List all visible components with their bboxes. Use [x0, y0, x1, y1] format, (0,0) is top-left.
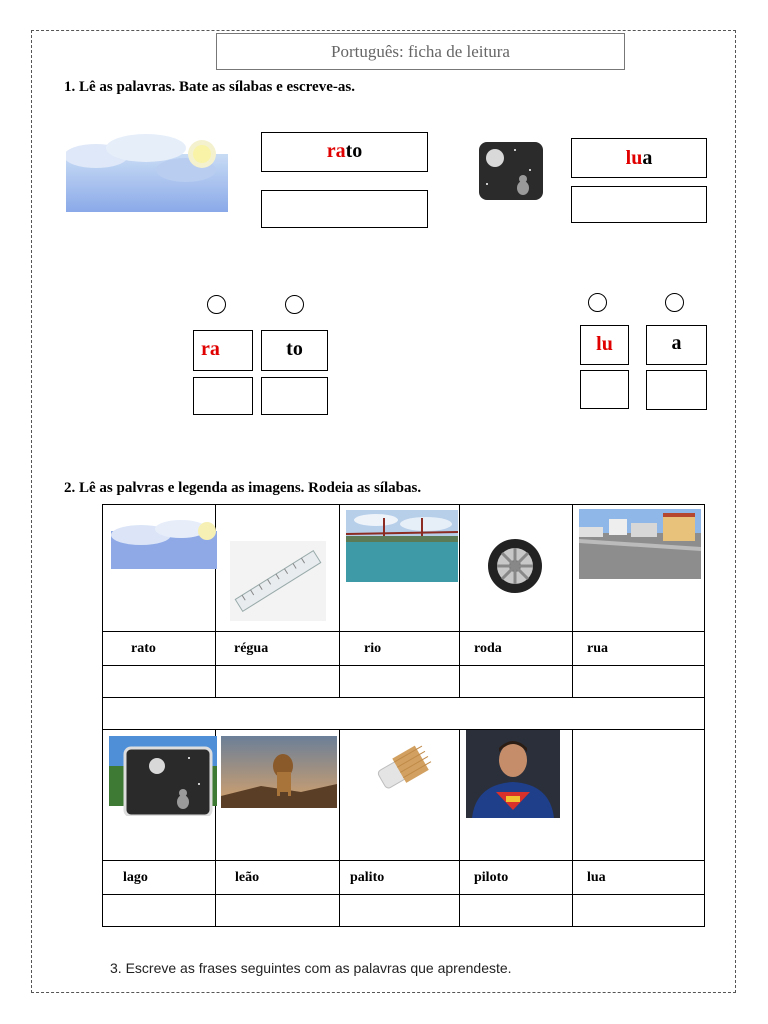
image-cell	[103, 730, 216, 861]
image-row	[103, 505, 705, 632]
night-moon-image	[475, 140, 545, 202]
word-cell: rio	[340, 632, 460, 666]
image-cell	[573, 505, 705, 632]
image-row	[103, 730, 705, 861]
clap-circle[interactable]	[665, 293, 684, 312]
word-cell: palito	[340, 861, 460, 895]
syllable-write-box[interactable]	[193, 377, 253, 415]
clap-circle[interactable]	[285, 295, 304, 314]
gap-cell	[103, 698, 705, 730]
ruler-image	[230, 541, 326, 621]
syllable-text: to	[286, 338, 303, 360]
words-row	[103, 861, 705, 895]
syllable-text: lu	[596, 333, 613, 355]
image-cell	[460, 505, 573, 632]
lion-image	[221, 736, 337, 808]
syllable-write-box[interactable]	[580, 370, 629, 409]
image-cell	[573, 730, 705, 861]
word-cell: lago	[103, 861, 216, 895]
wheel-image	[486, 537, 544, 595]
page-title: Português: ficha de leitura	[216, 33, 625, 70]
answer-cell[interactable]	[573, 666, 705, 698]
word-cell: piloto	[460, 861, 573, 895]
write-rato-box[interactable]	[261, 190, 428, 228]
answer-cell[interactable]	[216, 666, 340, 698]
answer-cell[interactable]	[340, 895, 460, 927]
word-cell: régua	[216, 632, 340, 666]
word-cell: lua	[573, 861, 705, 895]
street-image	[579, 509, 701, 579]
highlight-syllable: lu	[625, 147, 643, 169]
sky-moon-image	[66, 130, 228, 212]
syllable-box-ra	[193, 330, 253, 371]
answer-cell[interactable]	[573, 895, 705, 927]
pilot-image	[466, 730, 560, 818]
syllable-box-to	[261, 330, 328, 371]
words-row	[103, 632, 705, 666]
sky-moon-image	[111, 513, 217, 569]
image-cell	[216, 730, 340, 861]
word-cell: rua	[573, 632, 705, 666]
write-lua-box[interactable]	[571, 186, 707, 223]
toothpicks-image	[368, 738, 432, 798]
clap-circle[interactable]	[588, 293, 607, 312]
lake-moon-image	[109, 736, 217, 816]
word-cell: roda	[460, 632, 573, 666]
answer-cell[interactable]	[460, 895, 573, 927]
rest-syllable: to	[345, 140, 363, 162]
answer-row	[103, 895, 705, 927]
river-bridge-image	[346, 510, 458, 582]
image-cell	[460, 730, 573, 861]
answer-cell[interactable]	[460, 666, 573, 698]
syllable-write-box[interactable]	[646, 370, 707, 410]
answer-cell[interactable]	[216, 895, 340, 927]
words-table	[102, 504, 705, 927]
syllable-text: a	[671, 332, 682, 354]
image-cell	[216, 505, 340, 632]
image-cell	[103, 505, 216, 632]
exercise2-heading: 2. Lê as palvras e legenda as imagens. Rodeia as sílabas.	[64, 480, 422, 496]
answer-cell[interactable]	[340, 666, 460, 698]
syllable-box-a	[646, 325, 707, 365]
syllable-box-lu	[580, 325, 629, 365]
answer-cell[interactable]	[103, 666, 216, 698]
gap-row	[103, 698, 705, 730]
exercise1-heading: 1. Lê as palavras. Bate as sílabas e escreve-as.	[64, 79, 355, 95]
word-cell: rato	[103, 632, 216, 666]
word-lua-box	[571, 138, 707, 178]
highlight-syllable: ra	[326, 140, 346, 162]
clap-circle[interactable]	[207, 295, 226, 314]
rest-syllable: a	[642, 147, 653, 169]
syllable-write-box[interactable]	[261, 377, 328, 415]
answer-cell[interactable]	[103, 895, 216, 927]
image-cell	[340, 730, 460, 861]
syllable-text: ra	[201, 338, 220, 360]
image-cell	[340, 505, 460, 632]
word-cell: leão	[216, 861, 340, 895]
exercise3-instruction: 3. Escreve as frases seguintes com as palavras que aprendeste.	[110, 960, 512, 976]
word-rato-box	[261, 132, 428, 172]
answer-row	[103, 666, 705, 698]
